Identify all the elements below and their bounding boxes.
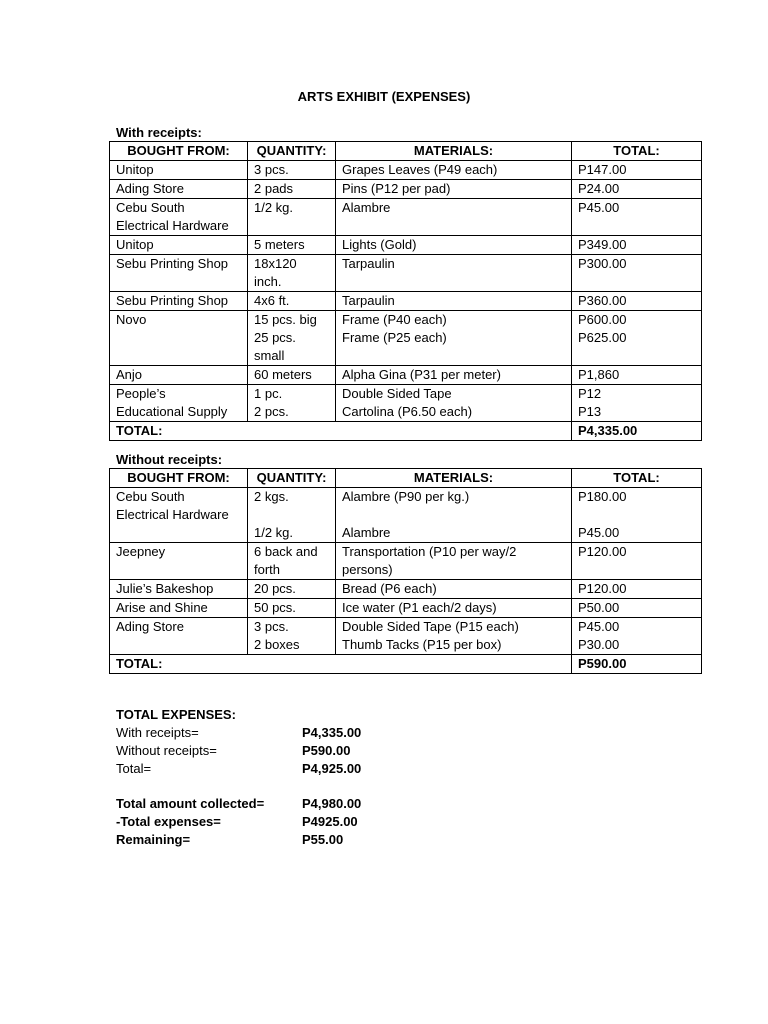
cell-materials: [336, 488, 572, 543]
table-row: [110, 580, 702, 599]
cell-text: Transportation (P10 per way/2: [342, 544, 517, 559]
cell-text: 3 pcs.: [254, 619, 289, 634]
table-row: [110, 488, 702, 543]
summary-without-value: P590.00: [302, 743, 351, 758]
cell-materials: [336, 255, 572, 292]
cell-text: P30.00: [578, 637, 620, 652]
total-label: TOTAL:: [110, 655, 572, 674]
cell-text: 15 pcs. big: [254, 312, 317, 327]
cell-total: [572, 236, 702, 255]
cell-bought-from: [110, 543, 248, 580]
summary-remaining-row: [116, 831, 361, 849]
cell-text: 2 boxes: [254, 637, 300, 652]
cell-text: 2 pads: [254, 181, 294, 196]
cell-text: persons): [342, 562, 393, 577]
cell-bought-from: [110, 255, 248, 292]
cell-text: Cartolina (P6.50 each): [342, 404, 473, 419]
cell-bought-from: [110, 292, 248, 311]
cell-total: [572, 311, 702, 366]
total-label: TOTAL:: [110, 422, 572, 441]
header-quantity: QUANTITY:: [248, 469, 336, 488]
cell-text: Unitop: [116, 237, 154, 252]
header-bought-from: BOUGHT FROM:: [110, 469, 248, 488]
cell-text: Jeepney: [116, 544, 166, 559]
cell-text: Sebu Printing Shop: [116, 256, 229, 271]
cell-total: [572, 366, 702, 385]
cell-text: 3 pcs.: [254, 162, 289, 177]
cell-materials: [336, 543, 572, 580]
cell-quantity: [248, 366, 336, 385]
cell-text: Grapes Leaves (P49 each): [342, 162, 498, 177]
cell-text: Alambre: [342, 525, 391, 540]
header-quantity: QUANTITY:: [248, 142, 336, 161]
cell-bought-from: [110, 599, 248, 618]
cell-text: 50 pcs.: [254, 600, 296, 615]
cell-text: Double Sided Tape (P15 each): [342, 619, 519, 634]
cell-bought-from: [110, 236, 248, 255]
cell-text: Cebu South: [116, 200, 185, 215]
cell-text: P45.00: [578, 525, 620, 540]
with-receipts-label: With receipts:: [116, 125, 202, 140]
cell-quantity: [248, 488, 336, 543]
cell-text: P1,860: [578, 367, 620, 382]
cell-text: 1 pc.: [254, 386, 283, 401]
table-row: [110, 236, 702, 255]
cell-text: P360.00: [578, 293, 627, 308]
cell-total: [572, 180, 702, 199]
cell-quantity: [248, 255, 336, 292]
cell-text: 6 back and: [254, 544, 318, 559]
cell-text: 2 pcs.: [254, 404, 289, 419]
expense-summary: [116, 706, 361, 849]
cell-bought-from: [110, 488, 248, 543]
cell-text: Lights (Gold): [342, 237, 417, 252]
cell-text: forth: [254, 562, 281, 577]
table-row: [110, 599, 702, 618]
total-value: P4,335.00: [572, 422, 702, 441]
cell-materials: [336, 580, 572, 599]
cell-bought-from: [110, 385, 248, 422]
cell-text: Frame (P25 each): [342, 330, 447, 345]
cell-materials: [336, 236, 572, 255]
cell-text: Cebu South: [116, 489, 185, 504]
summary-with-label: With receipts=: [116, 725, 199, 740]
cell-materials: [336, 618, 572, 655]
cell-text: [254, 506, 329, 524]
summary-collected-label: Total amount collected=: [116, 796, 265, 811]
cell-text: 20 pcs.: [254, 581, 296, 596]
summary-with-row: [116, 724, 361, 742]
cell-materials: [336, 180, 572, 199]
cell-materials: [336, 599, 572, 618]
cell-text: P45.00: [578, 200, 620, 215]
cell-quantity: [248, 199, 336, 236]
summary-total-label: Total=: [116, 761, 152, 776]
cell-total: [572, 488, 702, 543]
cell-total: [572, 255, 702, 292]
cell-text: Julie’s Bakeshop: [116, 581, 214, 596]
cell-bought-from: [110, 180, 248, 199]
cell-text: 4x6 ft.: [254, 293, 290, 308]
cell-total: [572, 618, 702, 655]
with-receipts-table: [109, 141, 702, 441]
summary-minus-row: [116, 813, 361, 831]
without-receipts-label: Without receipts:: [116, 452, 223, 467]
cell-text: P300.00: [578, 256, 627, 271]
cell-quantity: [248, 599, 336, 618]
cell-text: Novo: [116, 312, 147, 327]
table-row: [110, 543, 702, 580]
cell-text: small: [254, 348, 285, 363]
summary-collected-value: P4,980.00: [302, 796, 362, 811]
cell-text: Electrical Hardware: [116, 507, 229, 522]
cell-text: Double Sided Tape: [342, 386, 452, 401]
cell-text: P349.00: [578, 237, 627, 252]
cell-text: P180.00: [578, 489, 627, 504]
cell-bought-from: [110, 161, 248, 180]
cell-text: Ading Store: [116, 619, 184, 634]
document-title: ARTS EXHIBIT (EXPENSES): [297, 89, 471, 104]
summary-heading-row: [116, 706, 361, 724]
cell-bought-from: [110, 580, 248, 599]
cell-total: [572, 599, 702, 618]
cell-text: Electrical Hardware: [116, 218, 229, 233]
table-header-row: [110, 142, 702, 161]
cell-text: Arise and Shine: [116, 600, 208, 615]
table-total-row: [110, 422, 702, 441]
cell-text: Educational Supply: [116, 404, 228, 419]
cell-text: 25 pcs.: [254, 330, 296, 345]
cell-text: P120.00: [578, 581, 627, 596]
cell-text: inch.: [254, 274, 282, 289]
cell-text: P625.00: [578, 330, 627, 345]
cell-text: People’s: [116, 386, 166, 401]
cell-text: P600.00: [578, 312, 627, 327]
table-header-row: [110, 469, 702, 488]
summary-remaining-label: Remaining=: [116, 832, 191, 847]
table-row: [110, 385, 702, 422]
table-row: [110, 366, 702, 385]
cell-materials: [336, 292, 572, 311]
summary-total-row: [116, 760, 361, 778]
cell-quantity: [248, 161, 336, 180]
cell-text: [342, 506, 565, 524]
cell-text: P12: [578, 386, 602, 401]
header-materials: MATERIALS:: [336, 142, 572, 161]
cell-text: Pins (P12 per pad): [342, 181, 451, 196]
table-total-row: [110, 655, 702, 674]
table-row: [110, 292, 702, 311]
cell-bought-from: [110, 311, 248, 366]
cell-text: P147.00: [578, 162, 627, 177]
cell-text: Alpha Gina (P31 per meter): [342, 367, 501, 382]
cell-quantity: [248, 180, 336, 199]
cell-text: Bread (P6 each): [342, 581, 437, 596]
cell-text: Frame (P40 each): [342, 312, 447, 327]
cell-text: Alambre: [342, 200, 391, 215]
cell-materials: [336, 385, 572, 422]
header-bought-from: BOUGHT FROM:: [110, 142, 248, 161]
cell-text: Unitop: [116, 162, 154, 177]
cell-materials: [336, 199, 572, 236]
summary-minus-label: -Total expenses=: [116, 814, 221, 829]
table-row: [110, 180, 702, 199]
total-value: P590.00: [572, 655, 702, 674]
table-row: [110, 618, 702, 655]
cell-text: 18x120: [254, 256, 297, 271]
table-row: [110, 311, 702, 366]
summary-collected-row: [116, 795, 361, 813]
cell-text: Ading Store: [116, 181, 184, 196]
table-row: [110, 199, 702, 236]
cell-text: Alambre (P90 per kg.): [342, 489, 470, 504]
cell-bought-from: [110, 618, 248, 655]
cell-text: 1/2 kg.: [254, 525, 294, 540]
cell-text: P24.00: [578, 181, 620, 196]
cell-text: P50.00: [578, 600, 620, 615]
header-total: TOTAL:: [572, 469, 702, 488]
summary-without-row: [116, 742, 361, 760]
table-row: [110, 161, 702, 180]
cell-text: 5 meters: [254, 237, 305, 252]
cell-quantity: [248, 385, 336, 422]
summary-total-value: P4,925.00: [302, 761, 362, 776]
cell-materials: [336, 161, 572, 180]
summary-minus-value: P4925.00: [302, 814, 358, 829]
cell-quantity: [248, 292, 336, 311]
cell-materials: [336, 311, 572, 366]
header-materials: MATERIALS:: [336, 469, 572, 488]
table-row: [110, 255, 702, 292]
summary-heading: TOTAL EXPENSES:: [116, 707, 236, 722]
cell-total: [572, 543, 702, 580]
cell-text: P120.00: [578, 544, 627, 559]
summary-remaining-value: P55.00: [302, 832, 344, 847]
cell-quantity: [248, 311, 336, 366]
cell-text: Tarpaulin: [342, 256, 395, 271]
header-total: TOTAL:: [572, 142, 702, 161]
cell-text: Tarpaulin: [342, 293, 395, 308]
cell-quantity: [248, 618, 336, 655]
cell-total: [572, 199, 702, 236]
cell-text: Thumb Tacks (P15 per box): [342, 637, 502, 652]
cell-text: P13: [578, 404, 602, 419]
cell-quantity: [248, 543, 336, 580]
cell-bought-from: [110, 366, 248, 385]
summary-without-label: Without receipts=: [116, 743, 217, 758]
cell-text: Ice water (P1 each/2 days): [342, 600, 497, 615]
cell-text: 60 meters: [254, 367, 312, 382]
cell-text: Sebu Printing Shop: [116, 293, 229, 308]
cell-text: Anjo: [116, 367, 143, 382]
cell-quantity: [248, 580, 336, 599]
cell-total: [572, 161, 702, 180]
cell-total: [572, 385, 702, 422]
without-receipts-table: [109, 468, 702, 674]
cell-materials: [336, 366, 572, 385]
cell-text: 2 kgs.: [254, 489, 289, 504]
cell-total: [572, 292, 702, 311]
summary-with-value: P4,335.00: [302, 725, 362, 740]
cell-total: [572, 580, 702, 599]
cell-bought-from: [110, 199, 248, 236]
cell-text: [578, 506, 695, 524]
cell-text: P45.00: [578, 619, 620, 634]
cell-text: 1/2 kg.: [254, 200, 294, 215]
cell-quantity: [248, 236, 336, 255]
